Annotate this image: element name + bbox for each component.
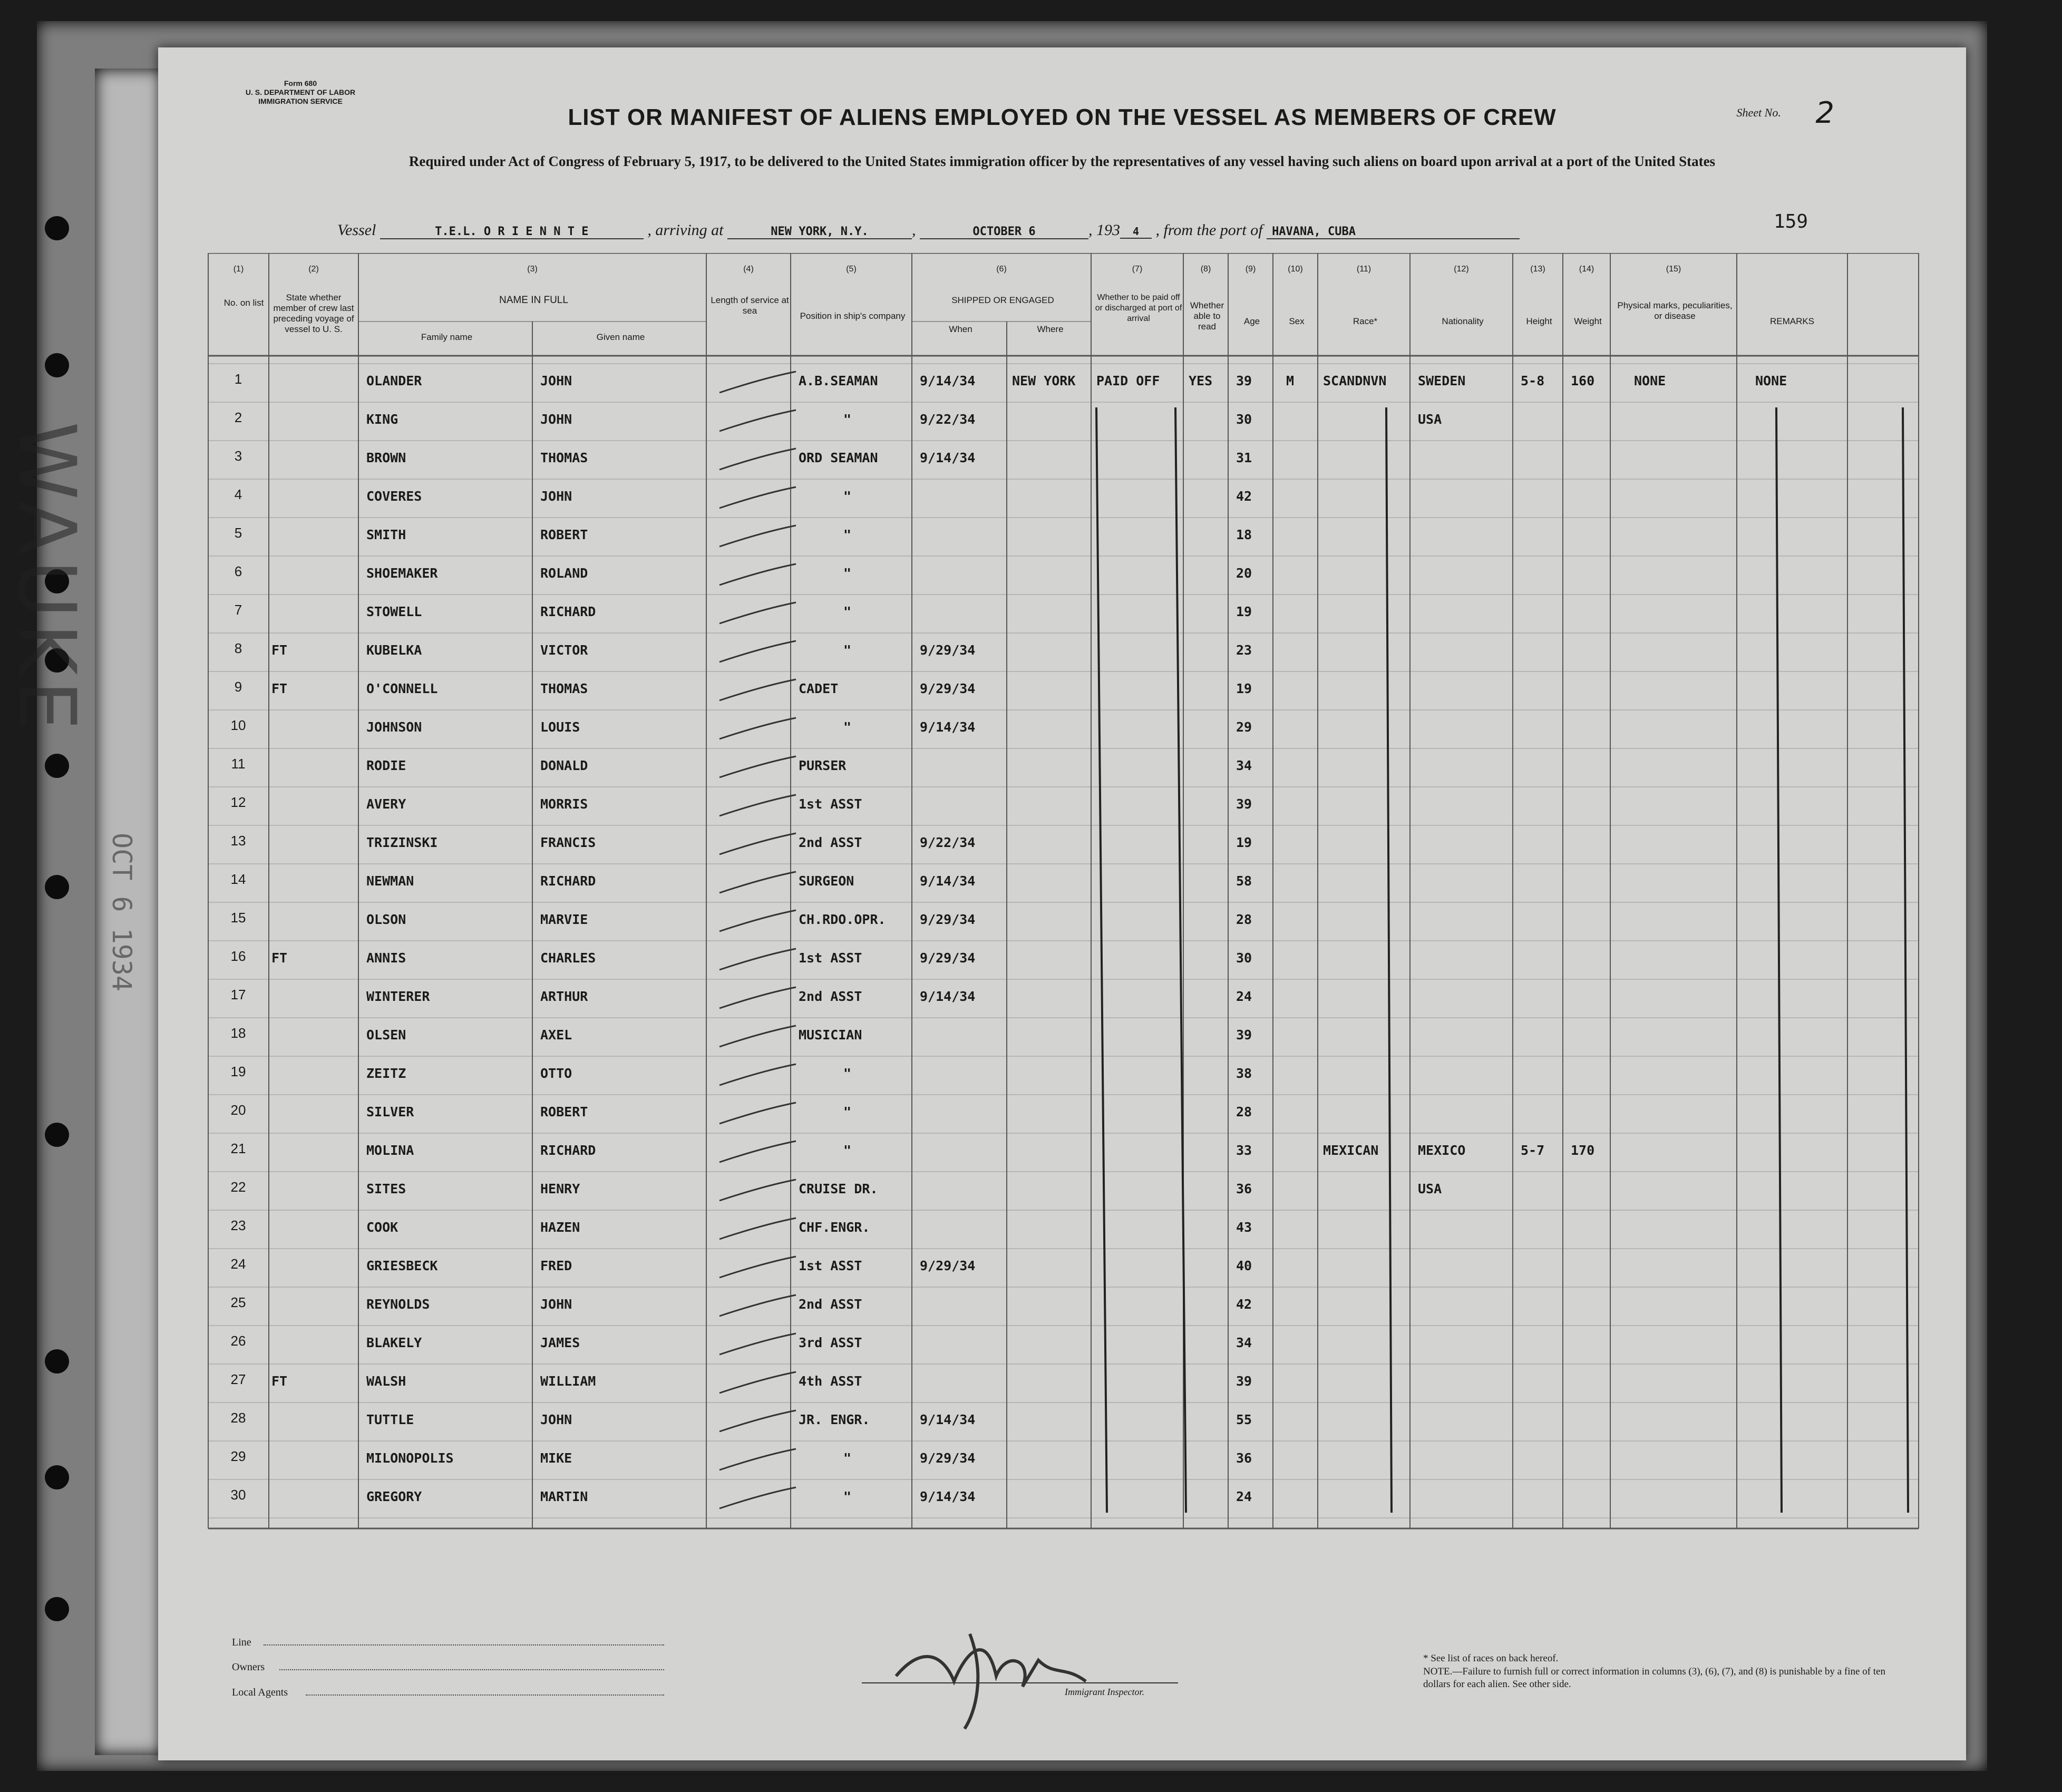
cell-age: 20 (1236, 566, 1252, 581)
ditto-mark-line (1776, 407, 1782, 1513)
arrival-date: OCTOBER 6 (920, 225, 1088, 239)
cell-age: 24 (1236, 1489, 1252, 1504)
cell-nationality: MEXICO (1418, 1143, 1466, 1158)
cell-shipped-when: 9/14/34 (920, 989, 976, 1004)
cell-nationality: USA (1418, 1181, 1442, 1196)
cell-shipped-when: 9/29/34 (920, 1258, 976, 1273)
cell-weight: 170 (1571, 1143, 1595, 1158)
cell-given-name: MORRIS (540, 796, 588, 812)
cell-given-name: MARTIN (540, 1489, 588, 1504)
cell-position: " (843, 489, 852, 504)
page-number: 159 (1773, 211, 1808, 232)
row-number: 20 (230, 1102, 246, 1118)
cell-given-name: JOHN (540, 1297, 572, 1312)
cell-paid-off: PAID OFF (1096, 373, 1160, 388)
penalty-note: NOTE.—Failure to furnish full or correct information in columns (3), (6), (7), and (8) is punishable by a fine of ten dollars for each alien. See other side. (1423, 1666, 1885, 1690)
cell-family-name: TRIZINSKI (366, 835, 438, 850)
cell-position: 1st ASST (799, 950, 862, 966)
cell-sex: M (1286, 373, 1295, 388)
column-number: (15) (1666, 265, 1681, 274)
cell-given-name: HAZEN (540, 1220, 580, 1235)
row-number: 11 (231, 756, 246, 772)
cell-family-name: O'CONNELL (366, 681, 438, 696)
header-remarks: REMARKS (1769, 316, 1815, 326)
cell-position: " (843, 1066, 852, 1081)
cell-given-name: JOHN (540, 412, 572, 427)
cell-given-name: CHARLES (540, 950, 596, 966)
cell-given-name: ROBERT (540, 1104, 588, 1119)
cell-age: 19 (1236, 681, 1252, 696)
cell-position: " (843, 1450, 852, 1466)
length-of-service-stroke (719, 679, 796, 700)
cell-given-name: RICHARD (540, 1143, 596, 1158)
ditto-mark-line (1386, 407, 1392, 1513)
cell-shipped-when: 9/14/34 (920, 1489, 976, 1504)
from-port: HAVANA, CUBA (1267, 225, 1520, 239)
row-number: 1 (234, 371, 242, 387)
cell-position: " (843, 527, 852, 542)
cell-family-name: OLSON (366, 912, 406, 927)
row-number: 8 (234, 640, 242, 656)
cell-shipped-when: 9/14/34 (920, 373, 976, 388)
side-stamp-date: OCT 6 1934 (106, 833, 137, 992)
row-number: 18 (230, 1025, 246, 1041)
row-number: 14 (230, 871, 246, 887)
cell-family-name: SILVER (366, 1104, 414, 1119)
line-field (264, 1644, 664, 1645)
cell-age: 39 (1236, 1027, 1252, 1043)
cell-family-name: OLANDER (366, 373, 422, 388)
cell-position: SURGEON (799, 873, 854, 889)
row-number: 24 (230, 1256, 246, 1272)
header-length-of-service: Length of service at sea (711, 295, 789, 316)
local-agents-field (306, 1694, 664, 1696)
header-paid-off: Whether to be paid off or discharged at port of arrival (1095, 293, 1182, 323)
cell-shipped-when: 9/22/34 (920, 835, 976, 850)
column-number: (3) (527, 265, 538, 274)
cell-shipped-when: 9/29/34 (920, 1450, 976, 1466)
row-number: 2 (234, 410, 242, 425)
column-number: (5) (846, 265, 857, 274)
row-number: 7 (234, 602, 242, 618)
cell-family-name: COVERES (366, 489, 422, 504)
row-number: 6 (234, 563, 242, 579)
cell-position: " (843, 1104, 852, 1119)
cell-position: 4th ASST (799, 1374, 862, 1389)
cell-position: 3rd ASST (799, 1335, 862, 1350)
column-number: (8) (1200, 265, 1211, 274)
row-number: 17 (230, 987, 246, 1002)
cell-shipped-where: NEW YORK (1012, 373, 1076, 388)
row-number: 13 (230, 833, 246, 849)
cell-family-name: AVERY (366, 796, 406, 812)
manifest-sheet (158, 47, 1966, 1760)
cell-age: 36 (1236, 1181, 1252, 1196)
header-able-to-read: Whether able to read (1190, 300, 1224, 332)
sheet-number-label: Sheet No. (1736, 106, 1781, 119)
column-number: (9) (1245, 265, 1256, 274)
row-number: 4 (234, 486, 242, 502)
cell-able-to-read: YES (1189, 373, 1213, 388)
length-of-service-stroke (719, 1295, 796, 1316)
header-name-in-full: NAME IN FULL (499, 295, 568, 306)
crew-table (158, 253, 1966, 1644)
cell-family-name: STOWELL (366, 604, 422, 619)
length-of-service-stroke (719, 872, 796, 893)
cell-age: 19 (1236, 835, 1252, 850)
cell-position: A.B.SEAMAN (799, 373, 878, 388)
cell-position: CRUISE DR. (799, 1181, 878, 1196)
cell-shipped-when: 9/29/34 (920, 642, 976, 658)
header-state-whether: State whether member of crew last preceding voyage of vessel to U. S. (273, 293, 354, 334)
cell-age: 30 (1236, 412, 1252, 427)
cell-family-name: BROWN (366, 450, 406, 465)
column-number: (10) (1288, 265, 1303, 274)
cell-family-name: MOLINA (366, 1143, 414, 1158)
header-no-on-list: No. on list (223, 298, 264, 308)
length-of-service-stroke (719, 487, 796, 508)
owners-label: Owners (232, 1661, 265, 1673)
column-number: (13) (1530, 265, 1545, 274)
cell-given-name: JAMES (540, 1335, 580, 1350)
row-number: 10 (230, 717, 246, 733)
year-prefix: , 193 (1088, 221, 1120, 239)
cell-given-name: JOHN (540, 1412, 572, 1427)
cell-position: " (843, 1143, 852, 1158)
sheet-number-value: 2 (1815, 96, 1834, 130)
cell-position: " (843, 566, 852, 581)
cell-shipped-when: 9/22/34 (920, 412, 976, 427)
cell-family-name: SHOEMAKER (366, 566, 438, 581)
cell-given-name: RICHARD (540, 873, 596, 889)
header-family-name: Family name (421, 332, 473, 342)
cell-given-name: VICTOR (540, 642, 588, 658)
ditto-mark-line (1096, 407, 1107, 1513)
column-number: (1) (233, 265, 244, 274)
cell-age: 33 (1236, 1143, 1252, 1158)
cell-given-name: MARVIE (540, 912, 588, 927)
length-of-service-stroke (719, 525, 796, 547)
cell-shipped-when: 9/14/34 (920, 1412, 976, 1427)
cell-given-name: JOHN (540, 489, 572, 504)
length-of-service-stroke (719, 641, 796, 662)
cell-age: 39 (1236, 373, 1252, 388)
header-weight: Weight (1574, 316, 1602, 326)
length-of-service-stroke (719, 1372, 796, 1393)
cell-race: MEXICAN (1323, 1143, 1379, 1158)
row-number: 25 (230, 1294, 246, 1310)
cell-position: " (843, 604, 852, 619)
cell-given-name: OTTO (540, 1066, 572, 1081)
cell-family-name: GRIESBECK (366, 1258, 438, 1273)
cell-family-name: SMITH (366, 527, 406, 542)
cell-family-name: REYNOLDS (366, 1297, 430, 1312)
column-number: (4) (743, 265, 754, 274)
cell-given-name: FRED (540, 1258, 572, 1273)
cell-given-name: ARTHUR (540, 989, 588, 1004)
inspector-signature (864, 1597, 1139, 1734)
cell-age: 28 (1236, 1104, 1252, 1119)
length-of-service-stroke (719, 1064, 796, 1085)
cell-age: 42 (1236, 1297, 1252, 1312)
inspector-label: Immigrant Inspector. (1065, 1687, 1144, 1697)
cell-age: 23 (1236, 642, 1252, 658)
cell-position: PURSER (799, 758, 847, 773)
cell-family-name: MILONOPOLIS (366, 1450, 454, 1466)
cell-state: FT (271, 642, 288, 658)
cell-given-name: THOMAS (540, 450, 588, 465)
cell-family-name: KING (366, 412, 398, 427)
length-of-service-stroke (719, 410, 796, 431)
ditto-mark-line (1903, 407, 1908, 1513)
line-label: Line (232, 1637, 251, 1648)
cell-position: " (843, 719, 852, 735)
cell-age: 30 (1236, 950, 1252, 966)
cell-family-name: TUTTLE (366, 1412, 414, 1427)
cell-family-name: GREGORY (366, 1489, 422, 1504)
department-name: U. S. DEPARTMENT OF LABOR (245, 88, 356, 96)
row-number: 3 (234, 448, 242, 464)
cell-age: 28 (1236, 912, 1252, 927)
cell-state: FT (271, 1374, 288, 1389)
cell-shipped-when: 9/29/34 (920, 950, 976, 966)
length-of-service-stroke (719, 795, 796, 816)
row-number: 21 (230, 1141, 246, 1156)
side-stamp-text: WAUKE (1, 422, 92, 736)
cell-family-name: COOK (366, 1220, 398, 1235)
length-of-service-stroke (719, 949, 796, 970)
cell-state: FT (271, 681, 288, 696)
length-of-service-stroke (719, 1410, 796, 1431)
length-of-service-stroke (719, 910, 796, 931)
cell-height: 5-7 (1521, 1143, 1545, 1158)
header-where: Where (1037, 324, 1064, 334)
cell-age: 19 (1236, 604, 1252, 619)
header-physical-marks: Physical marks, peculiarities, or disease (1617, 300, 1733, 321)
row-number: 23 (230, 1218, 246, 1233)
header-nationality: Nationality (1442, 316, 1484, 326)
cell-age: 31 (1236, 450, 1252, 465)
cell-family-name: WALSH (366, 1374, 406, 1389)
length-of-service-stroke (719, 1333, 796, 1355)
arriving-label: , arriving at (647, 221, 724, 239)
cell-position: CH.RDO.OPR. (799, 912, 886, 927)
cell-family-name: WINTERER (366, 989, 430, 1004)
row-number: 27 (230, 1371, 246, 1387)
vessel-label: Vessel (337, 221, 376, 239)
form-subtitle: Required under Act of Congress of February 5, 1917, to be delivered to the United States immigration officer by the representatives of any vessel having such aliens on board upon arrival at a port of the United States (408, 153, 1716, 169)
cell-age: 36 (1236, 1450, 1252, 1466)
table-grid-lines (158, 253, 1966, 1644)
form-identifier (221, 79, 380, 106)
cell-position: ORD SEAMAN (799, 450, 878, 465)
cell-age: 39 (1236, 1374, 1252, 1389)
length-of-service-stroke (719, 449, 796, 470)
length-of-service-stroke (719, 602, 796, 624)
length-of-service-stroke (719, 1449, 796, 1470)
cell-shipped-when: 9/14/34 (920, 873, 976, 889)
cell-position: CHF.ENGR. (799, 1220, 870, 1235)
cell-state: FT (271, 950, 288, 966)
cell-family-name: KUBELKA (366, 642, 422, 658)
cell-remarks: NONE (1755, 373, 1787, 388)
cell-position: JR. ENGR. (799, 1412, 870, 1427)
arriving-port: NEW YORK, N.Y. (727, 225, 912, 239)
length-of-service-stroke (719, 1487, 796, 1508)
row-number: 22 (230, 1179, 246, 1195)
cell-shipped-when: 9/29/34 (920, 681, 976, 696)
cell-position: MUSICIAN (799, 1027, 862, 1043)
length-of-service-stroke (719, 1103, 796, 1124)
cell-age: 55 (1236, 1412, 1252, 1427)
header-sex: Sex (1289, 316, 1305, 326)
cell-family-name: SITES (366, 1181, 406, 1196)
cell-given-name: HENRY (540, 1181, 580, 1196)
header-height: Height (1526, 316, 1552, 326)
cell-position: " (843, 412, 852, 427)
cell-position: 1st ASST (799, 796, 862, 812)
column-number: (2) (308, 265, 319, 274)
cell-given-name: THOMAS (540, 681, 588, 696)
header-position: Position in ship's company (800, 311, 906, 321)
cell-nationality: USA (1418, 412, 1442, 427)
cell-age: 34 (1236, 1335, 1252, 1350)
from-label: , from the port of (1155, 221, 1263, 239)
year-suffix: 4 (1120, 225, 1152, 239)
column-number: (14) (1579, 265, 1594, 274)
length-of-service-stroke (719, 372, 796, 393)
form-number: Form 680 (284, 79, 317, 87)
cell-age: 42 (1236, 489, 1252, 504)
row-number: 26 (230, 1333, 246, 1349)
cell-age: 38 (1236, 1066, 1252, 1081)
ditto-mark-line (1175, 407, 1186, 1513)
cell-family-name: BLAKELY (366, 1335, 422, 1350)
header-race: Race* (1353, 316, 1378, 326)
cell-family-name: JOHNSON (366, 719, 422, 735)
column-number: (12) (1454, 265, 1469, 274)
cell-family-name: OLSEN (366, 1027, 406, 1043)
length-of-service-stroke (719, 987, 796, 1008)
cell-physical-marks: NONE (1634, 373, 1666, 388)
vessel-name: T.E.L. O R I E N N T E (380, 225, 644, 239)
cell-age: 58 (1236, 873, 1252, 889)
cell-given-name: MIKE (540, 1450, 572, 1466)
length-of-service-stroke (719, 833, 796, 854)
column-number: (7) (1132, 265, 1143, 274)
cell-age: 40 (1236, 1258, 1252, 1273)
length-of-service-stroke (719, 756, 796, 777)
cell-age: 34 (1236, 758, 1252, 773)
length-of-service-stroke (719, 1141, 796, 1162)
row-number: 29 (230, 1448, 246, 1464)
length-of-service-stroke (719, 1026, 796, 1047)
cell-given-name: DONALD (540, 758, 588, 773)
cell-nationality: SWEDEN (1418, 373, 1466, 388)
cell-given-name: FRANCIS (540, 835, 596, 850)
cell-race: SCANDNVN (1323, 373, 1387, 388)
cell-shipped-when: 9/29/34 (920, 912, 976, 927)
cell-age: 24 (1236, 989, 1252, 1004)
row-number: 28 (230, 1410, 246, 1426)
row-number: 15 (230, 910, 246, 926)
cell-given-name: LOUIS (540, 719, 580, 735)
cell-age: 39 (1236, 796, 1252, 812)
cell-given-name: ROBERT (540, 527, 588, 542)
vessel-info-line: Vessel T.E.L. O R I E N N T E , arriving at NEW YORK, N.Y. , OCTOBER 6 , 193 4 , from the port of HAVANA, CUBA (337, 221, 1520, 239)
local-agents-label: Local Agents (232, 1687, 288, 1698)
inspector-line (862, 1682, 1178, 1683)
form-title: LIST OR MANIFEST OF ALIENS EMPLOYED ON THE VESSEL AS MEMBERS OF CREW (568, 104, 1557, 130)
length-of-service-stroke (719, 1180, 796, 1201)
row-number: 12 (230, 794, 246, 810)
cell-given-name: WILLIAM (540, 1374, 596, 1389)
header-when: When (949, 324, 972, 334)
cell-age: 29 (1236, 719, 1252, 735)
cell-given-name: JOHN (540, 373, 572, 388)
cell-age: 18 (1236, 527, 1252, 542)
cell-shipped-when: 9/14/34 (920, 719, 976, 735)
cell-age: 43 (1236, 1220, 1252, 1235)
row-number: 9 (234, 679, 242, 695)
cell-family-name: ZEITZ (366, 1066, 406, 1081)
cell-position: 1st ASST (799, 1258, 862, 1273)
service-name: IMMIGRATION SERVICE (258, 97, 343, 105)
row-number: 19 (230, 1064, 246, 1079)
length-of-service-stroke (719, 564, 796, 585)
header-given-name: Given name (596, 332, 645, 342)
cell-position: " (843, 642, 852, 658)
length-of-service-stroke (719, 718, 796, 739)
cell-position: CADET (799, 681, 839, 696)
cell-position: 2nd ASST (799, 1297, 862, 1312)
cell-weight: 160 (1571, 373, 1595, 388)
cell-position: 2nd ASST (799, 835, 862, 850)
header-shipped-or-engaged: SHIPPED OR ENGAGED (951, 295, 1054, 305)
row-number: 30 (230, 1487, 246, 1503)
cell-family-name: NEWMAN (366, 873, 414, 889)
column-number: (6) (996, 265, 1007, 274)
cell-given-name: AXEL (540, 1027, 572, 1043)
row-number: 5 (234, 525, 242, 541)
column-number: (11) (1356, 265, 1372, 274)
cell-family-name: RODIE (366, 758, 406, 773)
row-number: 16 (230, 948, 246, 964)
cell-height: 5-8 (1521, 373, 1545, 388)
cell-given-name: ROLAND (540, 566, 588, 581)
race-note: * See list of races on back hereof. (1423, 1653, 1559, 1664)
owners-field (279, 1669, 664, 1670)
cell-position: 2nd ASST (799, 989, 862, 1004)
header-age: Age (1243, 316, 1260, 326)
cell-given-name: RICHARD (540, 604, 596, 619)
cell-family-name: ANNIS (366, 950, 406, 966)
cell-position: " (843, 1489, 852, 1504)
cell-shipped-when: 9/14/34 (920, 450, 976, 465)
length-of-service-stroke (719, 1218, 796, 1239)
length-of-service-stroke (719, 1257, 796, 1278)
